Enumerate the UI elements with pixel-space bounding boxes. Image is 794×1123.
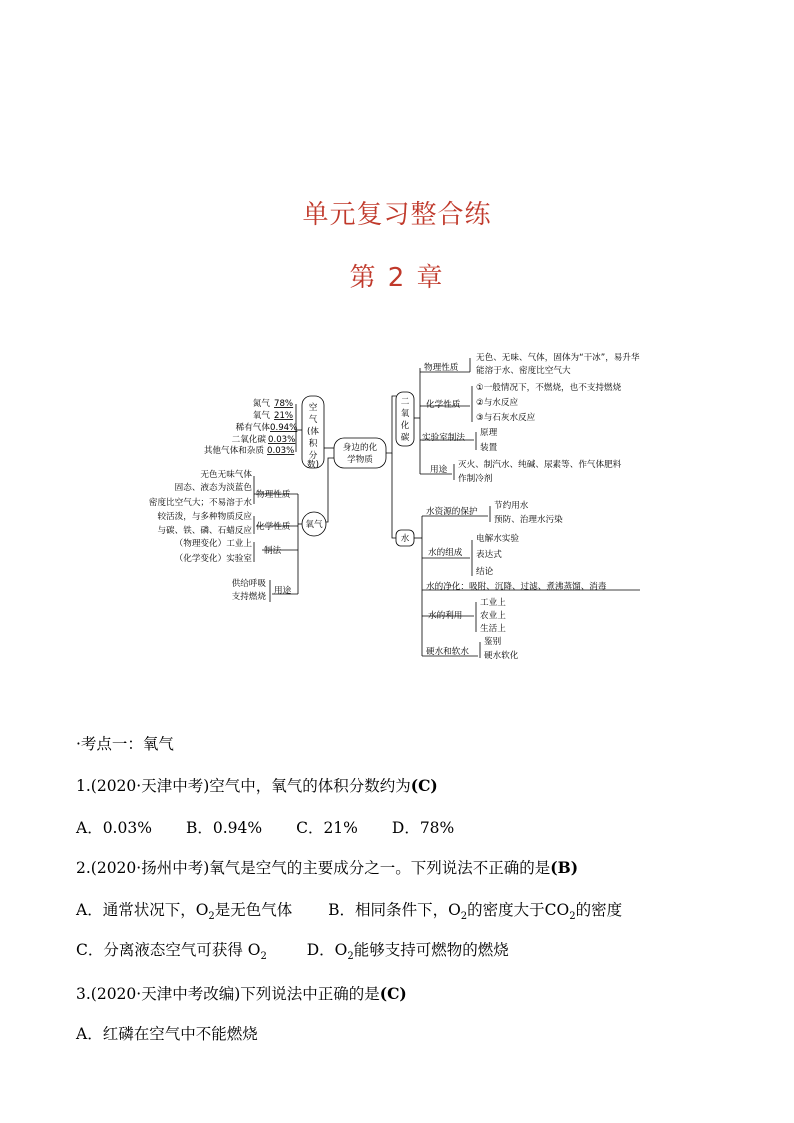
water-usage-item: 工业上	[480, 598, 506, 608]
svg-text:78%: 78%	[274, 399, 294, 409]
option: A．0.03%	[76, 819, 152, 837]
svg-text:0.03%: 0.03%	[268, 435, 296, 445]
air-node-char: 气	[308, 415, 318, 425]
option: B．0.94%	[185, 819, 263, 837]
water-node-label: 水	[400, 534, 410, 544]
oxygen-chemical-item: 较活泼，与多种物质反应	[157, 512, 252, 522]
co2-physical-item: 无色、无味、气体，固体为“干冰”，易升华	[476, 353, 640, 363]
question-1: 1.(2020·天津中考)空气中，氧气的体积分数约为(C)	[76, 776, 438, 795]
water-usage-item: 生活上	[480, 624, 506, 634]
svg-text:氮气: 氮气	[252, 399, 270, 409]
co2-use-item: 灭火、制汽水、纯碱、尿素等、作气体肥料	[458, 460, 622, 470]
svg-text:0.03%: 0.03%	[267, 446, 295, 456]
oxygen-prep-label: 制法	[264, 546, 282, 556]
water-purify-label: 水的净化：吸附、沉降、过滤、煮沸蒸馏、消毒	[426, 582, 607, 592]
co2-chemical-item: ③与石灰水反应	[476, 413, 536, 423]
co2-chemical-item: ①一般情况下，不燃烧，也不支持燃烧	[476, 383, 622, 393]
co2-physical-item: 能溶于水、密度比空气大	[476, 366, 571, 376]
question-2-options-cd	[76, 938, 509, 962]
co2-use-label: 用途	[430, 465, 448, 475]
question-1-options	[76, 816, 488, 838]
svg-text:其他气体和杂质: 其他气体和杂质	[203, 446, 264, 456]
air-node-char: 空	[308, 403, 318, 413]
oxygen-use-item: 支持燃烧	[231, 592, 266, 602]
svg-text:氧气: 氧气	[252, 411, 270, 421]
co2-lab-item: 装置	[480, 443, 498, 453]
oxygen-prep-item: （化学变化）实验室	[174, 554, 252, 564]
question-2-options-ab	[76, 898, 622, 922]
oxygen-physical-item: 无色无味气体	[200, 470, 252, 480]
air-node-char: 数)	[307, 460, 319, 470]
option: C．21%	[296, 819, 358, 837]
co2-lab-item: 原理	[480, 428, 498, 438]
center-label-1: 身边的化	[342, 443, 378, 453]
water-usage-item: 农业上	[480, 611, 506, 621]
water-protect-item: 预防、治理水污染	[494, 515, 563, 525]
svg-text:0.94%: 0.94%	[270, 423, 298, 433]
question-3: 3.(2020·天津中考改编)下列说法中正确的是(C)	[76, 984, 407, 1003]
oxygen-use-item: 供给呼吸	[231, 579, 266, 589]
option: D．78%	[391, 819, 455, 837]
water-composition-item: 表达式	[476, 550, 502, 560]
water-composition-item: 结论	[476, 567, 494, 577]
svg-text:21%: 21%	[274, 411, 294, 421]
co2-node-char: 二	[400, 397, 410, 407]
water-usage-label: 水的利用	[428, 611, 463, 621]
svg-text:稀有气体: 稀有气体	[235, 423, 270, 433]
chapter-title: 第 2 章	[349, 263, 445, 293]
co2-node-char: 氧	[400, 409, 410, 419]
water-hard-item: 硬水软化	[484, 651, 519, 661]
air-node-char: (体	[307, 427, 319, 437]
oxygen-chemical-label: 化学性质	[256, 522, 291, 532]
water-composition-label: 水的组成	[428, 548, 463, 558]
water-composition-item: 电解水实验	[476, 534, 519, 544]
water-protect-label: 水资源的保护	[426, 507, 478, 517]
air-item	[236, 421, 298, 433]
oxygen-use-label: 用途	[274, 586, 292, 596]
air-node-char: 积	[308, 439, 318, 449]
air-node-char: 分	[308, 451, 318, 461]
oxygen-physical-item: 固态、液态为淡蓝色	[174, 483, 252, 493]
oxygen-physical-label: 物理性质	[256, 490, 291, 500]
co2-node-char: 化	[400, 421, 410, 431]
svg-text:二氧化碳: 二氧化碳	[231, 435, 266, 445]
page-title: 单元复习整合练	[302, 200, 492, 230]
co2-node-char: 碳	[400, 433, 410, 443]
air-item	[232, 433, 296, 445]
center-label-2: 学物质	[347, 455, 373, 465]
co2-physical-label: 物理性质	[424, 363, 459, 373]
air-item	[253, 409, 293, 421]
air-item	[204, 444, 294, 456]
water-hard-item: 鉴别	[484, 637, 502, 647]
option: B．相同条件下，$O_2$的密度大于$CO_2$的密度	[328, 901, 623, 923]
oxygen-node-label: 氧气	[305, 520, 323, 530]
co2-lab-label: 实验室制法	[422, 433, 465, 443]
question-3-option-a: A．红磷在空气中不能燃烧	[76, 1025, 258, 1043]
co2-use-item: 作制冷剂	[458, 474, 493, 484]
oxygen-prep-item: （物理变化）工业上	[174, 539, 252, 549]
concept-mindmap	[0, 340, 794, 670]
question-2: 2.(2020·扬州中考)氧气是空气的主要成分之一。下列说法不正确的是(B)	[76, 858, 579, 877]
oxygen-chemical-item: 与碳、铁、磷、石蜡反应	[157, 526, 252, 536]
air-item	[253, 397, 293, 409]
option: D．$O_2$能够支持可燃物的燃烧	[306, 941, 509, 963]
oxygen-physical-item: 密度比空气大；不易溶于水	[148, 498, 252, 508]
water-hard-label: 硬水和软水	[426, 647, 469, 657]
option: C．分离液态空气可获得 $O_2$	[76, 941, 267, 963]
water-protect-item: 节约用水	[494, 501, 529, 511]
option: A．通常状况下，$O_2$是无色气体	[76, 901, 293, 923]
co2-chemical-label: 化学性质	[426, 400, 461, 410]
co2-chemical-item: ②与水反应	[476, 398, 519, 408]
section-heading: ·考点一：氧气	[76, 735, 174, 753]
